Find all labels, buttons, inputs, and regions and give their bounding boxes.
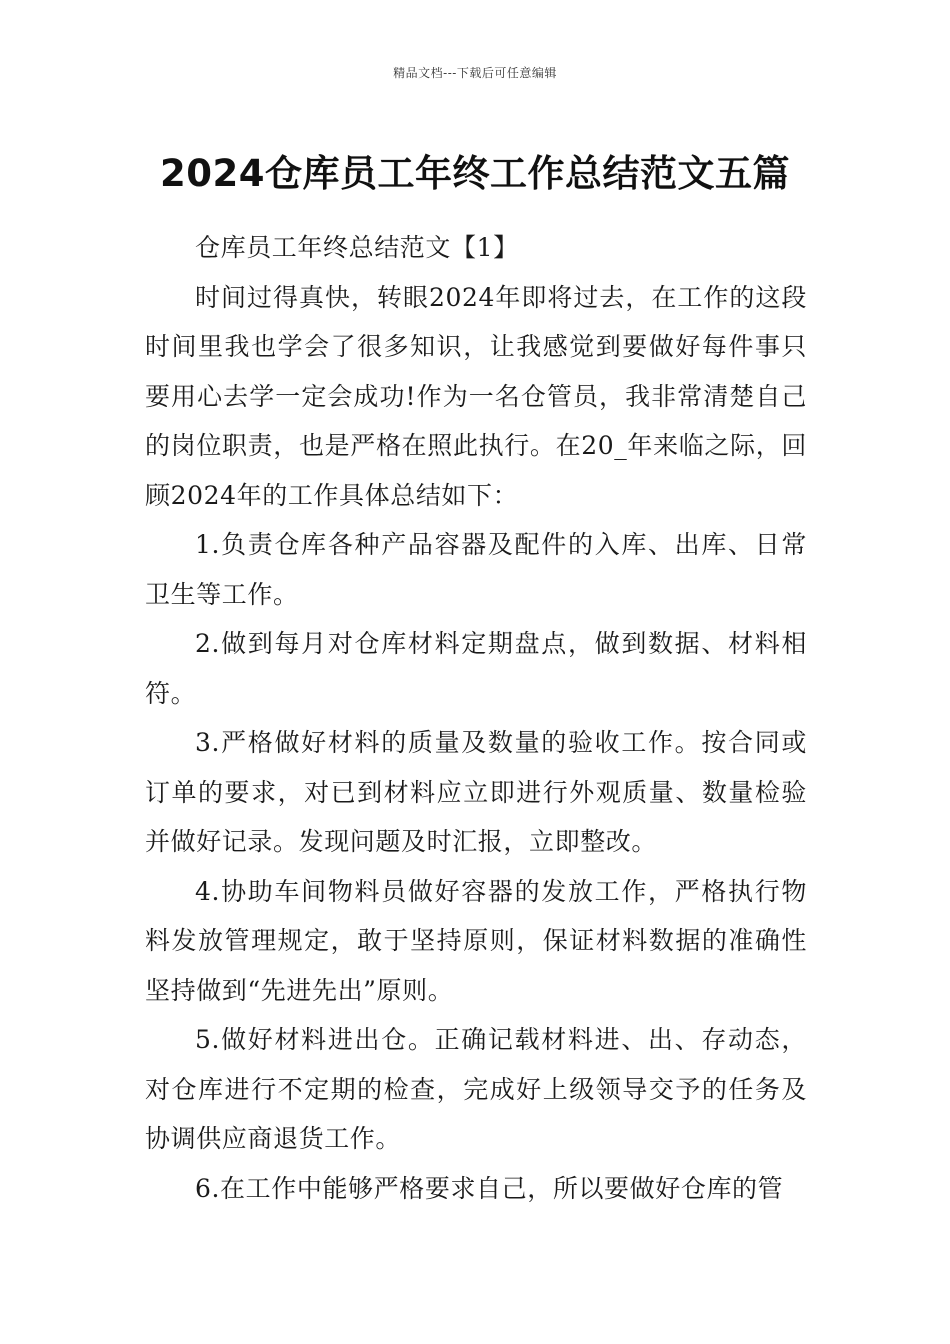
section-heading: 仓库员工年终总结范文【1】 (195, 233, 519, 262)
list-item-5: 5.做好材料进出仓。正确记载材料进、出、存动态，对仓库进行不定期的检查，完成好上级领导交予的任务及协调供应商退货工作。 (145, 1025, 807, 1153)
list-item-6: 6.在工作中能够严格要求自己，所以要做好仓库的管 (195, 1173, 784, 1203)
document-title: 2024仓库员工年终工作总结范文五篇 (160, 151, 790, 195)
document-body (145, 223, 807, 1213)
list-item-1: 1.负责仓库各种产品容器及配件的入库、出库、日常卫生等工作。 (145, 530, 807, 609)
list-item-3: 3.严格做好材料的质量及数量的验收工作。按合同或订单的要求，对已到材料应立即进行外观质量、数量检验并做好记录。发现问题及时汇报，立即整改。 (145, 728, 807, 856)
list-item-2: 2.做到每月对仓库材料定期盘点，做到数据、材料相符。 (145, 629, 807, 708)
intro-paragraph: 时间过得真快，转眼2024年即将过去，在工作的这段时间里我也学会了很多知识，让我感觉到要做好每件事只要用心去学一定会成功!作为一名仓管员，我非常清楚自己的岗位职责，也是严格在照此执行。在20_年来临之际，回顾2024年的工作具体总结如下： (145, 282, 807, 510)
list-item-4: 4.协助车间物料员做好容器的发放工作，严格执行物料发放管理规定，敢于坚持原则，保证材料数据的准确性坚持做到“先进先出”原则。 (145, 876, 807, 1005)
page-header-note: 精品文档---下载后可任意编辑 (393, 66, 557, 80)
